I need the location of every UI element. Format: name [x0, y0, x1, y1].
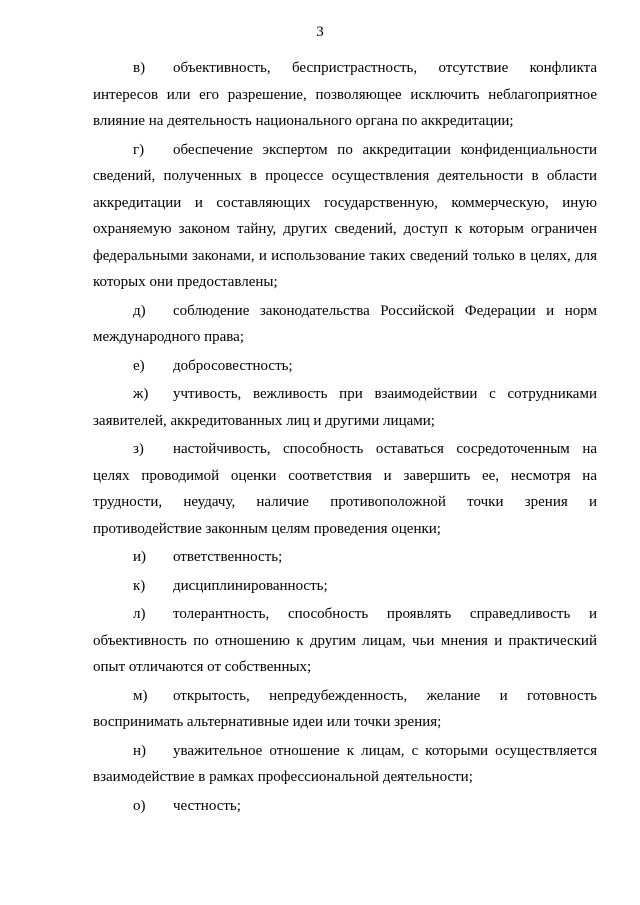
list-item-text: соблюдение законодательства Российской Федерации и норм международного права;	[93, 302, 597, 345]
list-item-i	[93, 544, 597, 571]
list-item-text: добросовестность;	[173, 357, 293, 374]
list-item-letter: д)	[133, 302, 146, 319]
list-item-letter: в)	[133, 60, 146, 76]
list-item-e	[93, 353, 597, 380]
list-item-z	[93, 436, 597, 542]
list-item-text: объективность, беспристрастность, отсутствие конфликта интересов или его разрешение, позволяющее исключить неблагоприятное влияние на деятельность национального органа по аккредитации;	[93, 60, 597, 129]
list-item-n	[93, 738, 597, 791]
document-body	[93, 55, 597, 821]
list-item-l	[93, 601, 597, 681]
list-item-letter: и)	[133, 549, 147, 565]
list-item-letter: к)	[133, 577, 146, 594]
list-item-letter: ж)	[133, 386, 149, 402]
list-item-letter: е)	[133, 357, 145, 374]
list-item-text: настойчивость, способность оставаться сосредоточенным на целях проводимой оценки соответствия и завершить ее, несмотря на трудности, неудачу, наличие противоположной точки зрения и противодействие законным целям проведения оценки;	[93, 441, 597, 537]
list-item-text: честность;	[173, 797, 241, 814]
list-item-g	[93, 137, 597, 296]
list-item-letter: з)	[133, 441, 144, 457]
list-item-letter: о)	[133, 797, 146, 814]
list-item-letter: г)	[133, 141, 145, 158]
list-item-m	[93, 683, 597, 736]
list-item-text: открытость, непредубежденность, желание и готовность воспринимать альтернативные идеи или точки зрения;	[93, 687, 597, 730]
list-item-k	[93, 573, 597, 600]
list-item-letter: л)	[133, 606, 146, 622]
page-number: 3	[316, 24, 324, 40]
list-item-text: обеспечение экспертом по аккредитации конфиденциальности сведений, полученных в процессе осуществления деятельности в области аккредитации и составляющих государственную, коммерческую, иную охраняемую законом тайну, других сведений, доступ к которым ограничен федеральными законами, и использование таких сведений только в целях, для которых они предоставлены;	[93, 141, 597, 290]
list-item-letter: м)	[133, 687, 148, 704]
list-item-text: уважительное отношение к лицам, с которыми осуществляется взаимодействие в рамках профессиональной деятельности;	[93, 742, 597, 785]
list-item-o	[93, 793, 597, 820]
list-item-text: толерантность, способность проявлять справедливость и объективность по отношению к другим лицам, чьи мнения и практический опыт отличаются от собственных;	[93, 606, 597, 675]
list-item-letter: н)	[133, 742, 147, 759]
list-item-v	[93, 55, 597, 135]
list-item-text: ответственность;	[173, 549, 283, 565]
list-item-text: дисциплинированность;	[173, 577, 328, 594]
list-item-d	[93, 298, 597, 351]
list-item-zh	[93, 381, 597, 434]
list-item-text: учтивость, вежливость при взаимодействии с сотрудниками заявителей, аккредитованных лиц и другими лицами;	[93, 386, 597, 429]
